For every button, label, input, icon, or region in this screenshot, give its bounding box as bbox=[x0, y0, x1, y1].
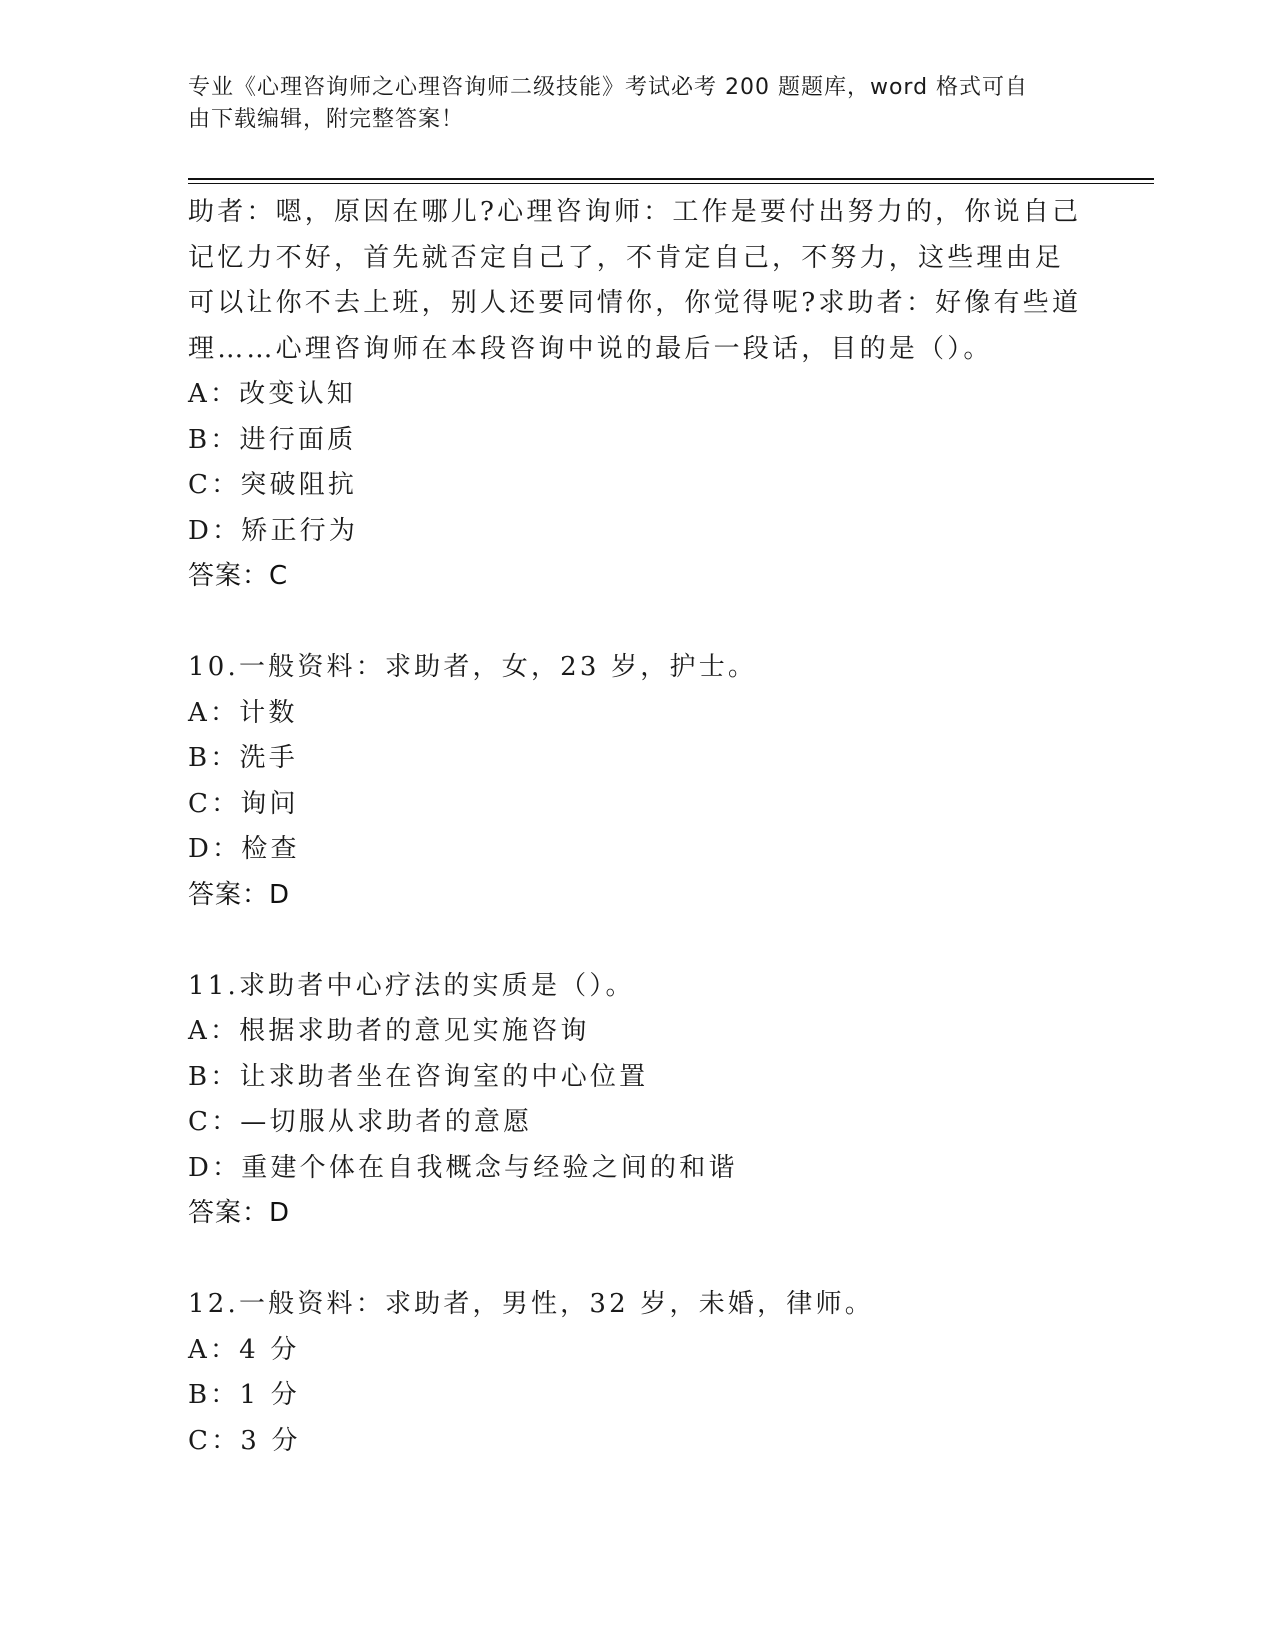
option-a: A：改变认知 bbox=[188, 379, 356, 409]
question-list bbox=[188, 190, 1088, 1464]
question-stem-line: 助者：嗯，原因在哪儿?心理咨询师：工作是要付出努力的，你说自己 bbox=[188, 197, 1082, 227]
question-stem-line: 可以让你不去上班，别人还要同情你，你觉得呢?求助者：好像有些道 bbox=[188, 288, 1082, 318]
option-c: C：—切服从求助者的意愿 bbox=[188, 1107, 533, 1137]
option-b: B：洗手 bbox=[188, 743, 298, 773]
question-stem: 11.求助者中心疗法的实质是（）。 bbox=[188, 970, 635, 1001]
header-line-2: 由下载编辑，附完整答案！ bbox=[188, 107, 465, 132]
option-c: C：突破阻抗 bbox=[188, 470, 358, 500]
document-header bbox=[188, 72, 1068, 136]
option-a: A：计数 bbox=[188, 697, 298, 728]
header-rule-thick bbox=[188, 178, 1154, 180]
question-11 bbox=[188, 964, 1088, 1237]
header-line-1: 专业《心理咨询师之心理咨询师二级技能》考试必考 200 题题库，word 格式可自 bbox=[188, 75, 1029, 100]
option-d: D：重建个体在自我概念与经验之间的和谐 bbox=[188, 1152, 738, 1183]
question-stem: 10.一般资料：求助者，女，23 岁，护士。 bbox=[188, 652, 758, 682]
spacer bbox=[188, 1237, 1088, 1283]
option-b: B：1 分 bbox=[188, 1380, 300, 1410]
option-c: C：3 分 bbox=[188, 1425, 301, 1456]
question-10 bbox=[188, 645, 1088, 918]
option-c: C：询问 bbox=[188, 788, 299, 819]
answer-line: 答案：D bbox=[188, 879, 291, 910]
question-stem-line: 理……心理咨询师在本段咨询中说的最后一段话，目的是（）。 bbox=[188, 333, 993, 364]
option-b: B：让求助者坐在咨询室的中心位置 bbox=[188, 1061, 649, 1092]
option-d: D：检查 bbox=[188, 834, 300, 864]
option-a: A：根据求助者的意见实施咨询 bbox=[188, 1016, 590, 1046]
spacer bbox=[188, 600, 1088, 646]
question-stem: 12.一般资料：求助者，男性，32 岁，未婚，律师。 bbox=[188, 1289, 874, 1319]
option-a: A：4 分 bbox=[188, 1334, 300, 1365]
header-rule-thin bbox=[188, 183, 1154, 184]
answer-line: 答案：C bbox=[188, 561, 289, 591]
question-stem-line: 记忆力不好，首先就否定自己了，不肯定自己，不努力，这些理由足 bbox=[188, 242, 1065, 273]
option-b: B：进行面质 bbox=[188, 424, 357, 455]
option-d: D：矫正行为 bbox=[188, 515, 359, 546]
answer-line: 答案：D bbox=[188, 1198, 291, 1228]
spacer bbox=[188, 918, 1088, 964]
question-12 bbox=[188, 1282, 1088, 1464]
question-9 bbox=[188, 190, 1088, 600]
